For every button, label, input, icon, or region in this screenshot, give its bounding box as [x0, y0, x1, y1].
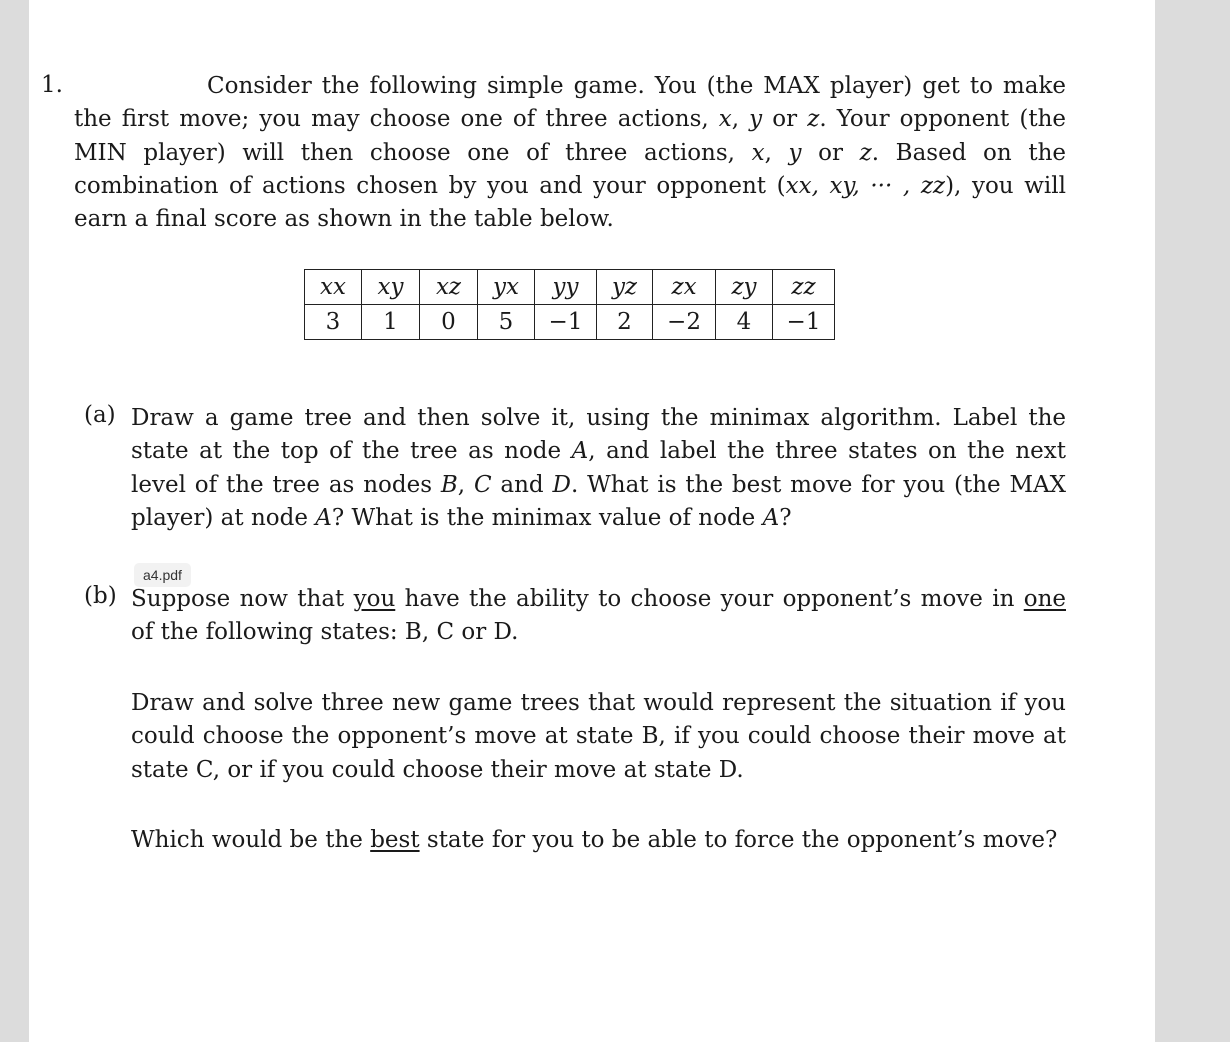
- score-table: [304, 269, 835, 340]
- score-cell: 2: [597, 305, 653, 340]
- score-cell: −2: [653, 305, 716, 340]
- combo-header-row: [305, 270, 835, 305]
- score-cell: −1: [535, 305, 597, 340]
- part-b-question: Which would be the best state for you to be able to force the opponent’s move?: [131, 827, 1058, 853]
- combo-cell: yz: [597, 270, 653, 305]
- combo-cell: zy: [716, 270, 773, 305]
- combo-cell: zz: [773, 270, 835, 305]
- question-number: 1.: [41, 72, 63, 98]
- score-row: [305, 305, 835, 340]
- part-a-text: Draw a game tree and then solve it, using the minimax algorithm. Label the state at the top of the tree as node A, and label the three states on the next level of the tree as nodes B, C and D. What is the best move for you (the MAX player) at node A? What is the minimax value of node A?: [131, 405, 1067, 531]
- score-cell: 3: [305, 305, 362, 340]
- combo-cell: yy: [535, 270, 597, 305]
- part-b-text: Suppose now that you have the ability to choose your opponent’s move in one of the following states: B, C or D.: [131, 586, 1066, 646]
- score-cell: −1: [773, 305, 835, 340]
- file-name-tag[interactable]: a4.pdf: [134, 563, 191, 587]
- combo-cell: yx: [478, 270, 535, 305]
- score-cell: 4: [716, 305, 773, 340]
- score-cell: 1: [362, 305, 420, 340]
- score-cell: 0: [420, 305, 478, 340]
- part-b-instructions: Draw and solve three new game trees that would represent the situation if you could choose the opponent’s move at state B, if you could choose their move at state C, or if you could choose their move at state D.: [131, 690, 1066, 783]
- question-intro: Consider the following simple game. You (the MAX player) get to make the first move; you may choose one of three actions, x, y or z. Your opponent (the MIN player) will then choose one of three actions, x, y or z. Based on the combination of actions chosen by you and your opponent (xx, xy, ··· , zz), you will earn a final score as shown in the table below.: [74, 73, 1067, 233]
- score-cell: 5: [478, 305, 535, 340]
- combo-cell: xz: [420, 270, 478, 305]
- part-b-label: (b): [84, 583, 117, 609]
- combo-cell: xy: [362, 270, 420, 305]
- part-a-label: (a): [84, 402, 116, 428]
- combo-cell: xx: [305, 270, 362, 305]
- combo-cell: zx: [653, 270, 716, 305]
